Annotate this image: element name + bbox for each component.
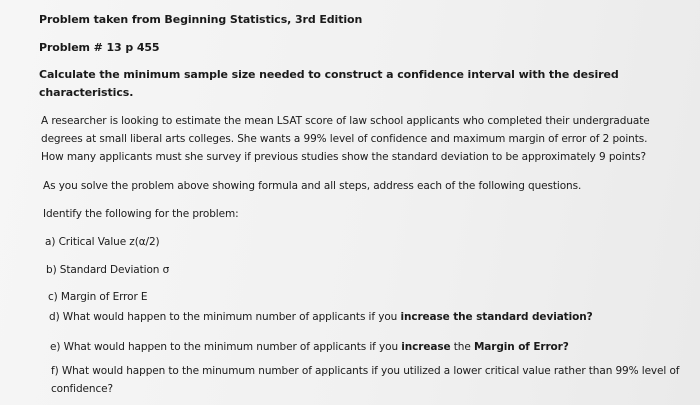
question-a: a) Critical Value z(α/2)	[45, 236, 160, 248]
question-d-text: d) What would happen to the minimum number of applicants if you	[49, 311, 401, 323]
question-d	[49, 310, 593, 324]
question-e-emphasis-2: Margin of Error?	[473, 341, 569, 353]
scenario-line-1: A researcher is looking to estimate the mean LSAT score of law school applicants who completed their undergraduate	[41, 115, 650, 127]
instruction-line-2: characteristics.	[39, 86, 134, 99]
identify-label: Identify the following for the problem:	[43, 208, 239, 220]
problem-number: Problem # 13 p 455	[39, 41, 160, 54]
question-e-text: e) What would happen to the minimum number of applicants if you	[50, 341, 402, 353]
scenario-line-2: degrees at small liberal arts colleges. She wants a 99% level of confidence and maximum margin of error of 2 points.	[41, 133, 648, 145]
source-heading: Problem taken from Beginning Statistics, 3rd Edition	[39, 13, 363, 26]
question-e-emphasis-1: increase	[401, 341, 451, 353]
question-e-mid: the	[450, 341, 474, 353]
instruction-line-1: Calculate the minimum sample size needed to construct a confidence interval with the desired	[39, 68, 619, 81]
question-c: c) Margin of Error E	[48, 291, 148, 303]
question-b: b) Standard Deviation σ	[46, 264, 170, 276]
question-f-line-2: confidence?	[51, 383, 113, 395]
question-e	[50, 340, 569, 354]
question-f-line-1: f) What would happen to the minumum number of applicants if you utilized a lower critical value rather than 99% level of	[51, 365, 680, 377]
directions-text: As you solve the problem above showing formula and all steps, address each of the following questions.	[43, 180, 582, 192]
scenario-line-3: How many applicants must she survey if previous studies show the standard deviation to be approximately 9 points?	[41, 151, 646, 163]
question-d-emphasis: increase the standard deviation?	[400, 311, 593, 323]
